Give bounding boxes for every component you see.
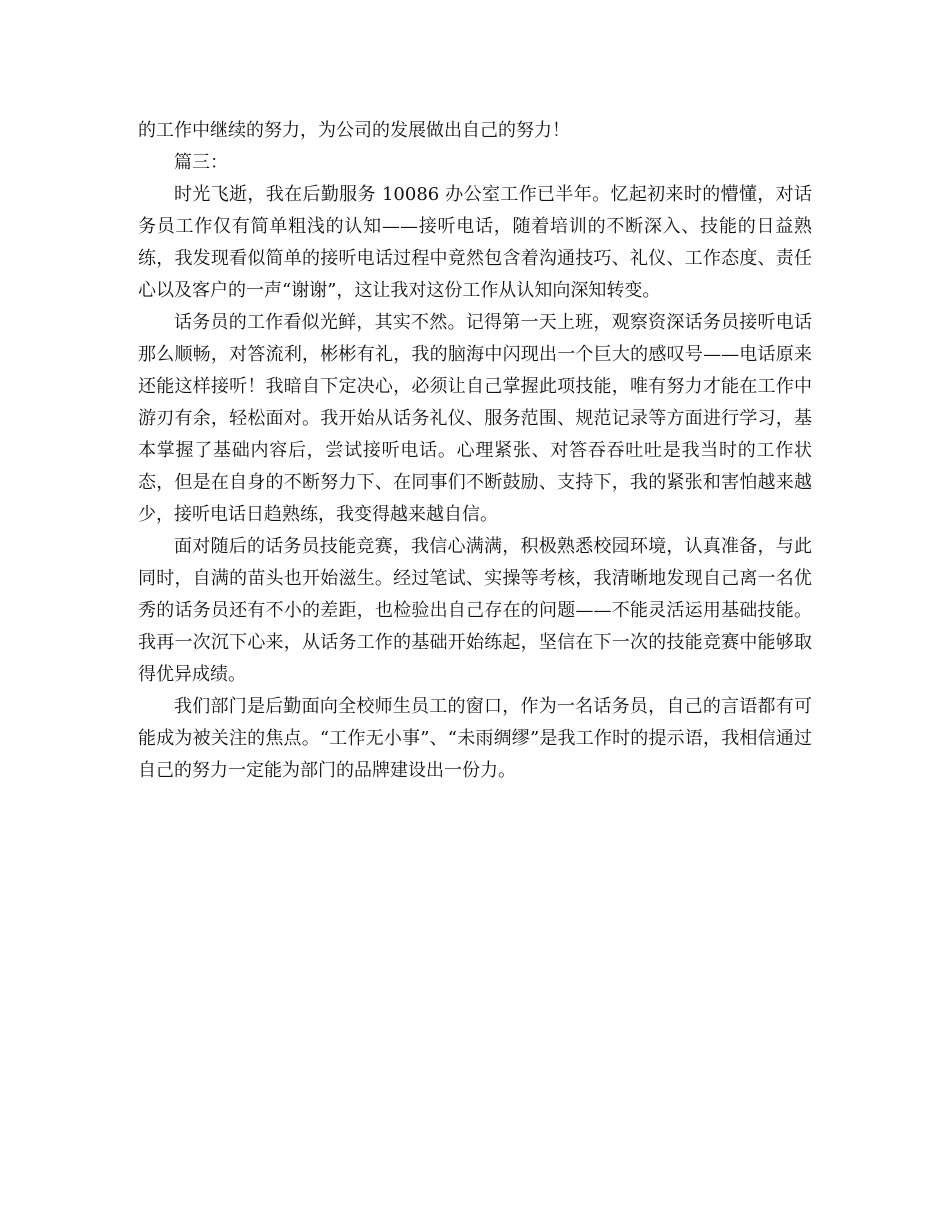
paragraph: 话务员的工作看似光鲜，其实不然。记得第一天上班，观察资深话务员接听电话那么顺畅，对答流利，彬彬有礼，我的脑海中闪现出一个巨大的感叹号——电话原来还能这样接听！我暗自下定决心，必须让自己掌握此项技能，唯有努力才能在工作中游刃有余，轻松面对。我开始从话务礼仪、服务范围、规范记录等方面进行学习，基本掌握了基础内容后，尝试接听电话。心理紧张、对答吞吞吐吐是我当时的工作状态，但是在自身的不断努力下、在同事们不断鼓励、支持下，我的紧张和害怕越来越少，接听电话日趋熟练，我变得越来越自信。	[138, 312, 812, 525]
document-body	[138, 115, 812, 787]
paragraph: 时光飞逝，我在后勤服务 10086 办公室工作已半年。忆起初来时的懵懂，对话务员工作仅有简单粗浅的认知——接听电话，随着培训的不断深入、技能的日益熟练，我发现看似简单的接听电话过程中竟然包含着沟通技巧、礼仪、工作态度、责任心以及客户的一声“谢谢”，这让我对这份工作从认知向深知转变。	[138, 184, 812, 301]
paragraph-continuation: 的工作中继续的努力，为公司的发展做出自己的努力！	[138, 120, 570, 141]
section-heading: 篇三：	[174, 152, 228, 173]
paragraph: 面对随后的话务员技能竞赛，我信心满满，积极熟悉校园环境，认真准备，与此同时，自满的苗头也开始滋生。经过笔试、实操等考核，我清晰地发现自己离一名优秀的话务员还有不小的差距，也检验出自己存在的问题——不能灵活运用基础技能。我再一次沉下心来，从话务工作的基础开始练起，坚信在下一次的技能竞赛中能够取得优异成绩。	[138, 536, 812, 685]
paragraph: 我们部门是后勤面向全校师生员工的窗口，作为一名话务员，自己的言语都有可能成为被关注的焦点。“工作无小事”、“未雨绸缪”是我工作时的提示语，我相信通过自己的努力一定能为部门的品牌建设出一份力。	[138, 696, 812, 781]
